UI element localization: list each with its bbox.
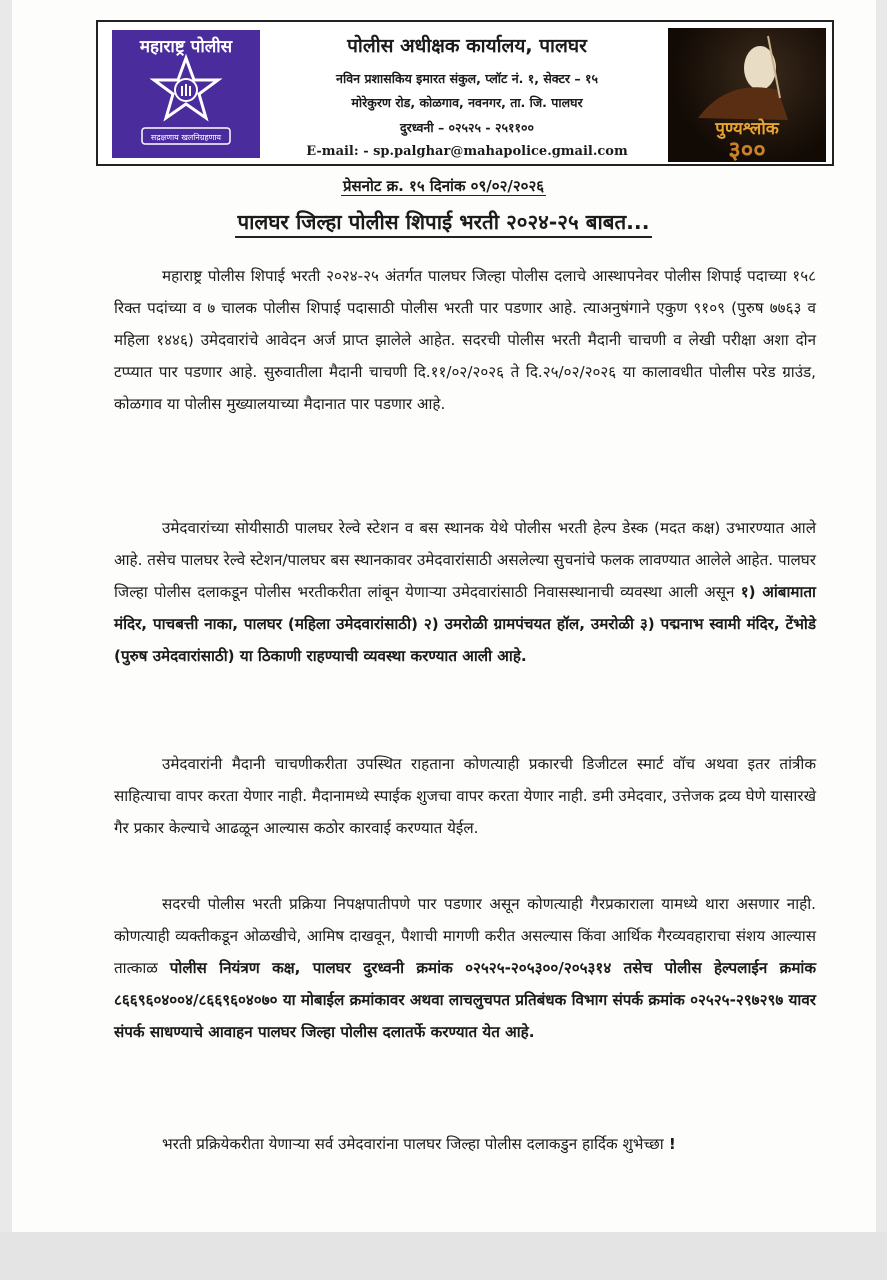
paragraph-5-bold: ! — [663, 1135, 676, 1153]
horse-icon — [698, 87, 788, 120]
letterhead — [96, 20, 834, 166]
paragraph-4 — [114, 888, 816, 1048]
paragraph-2 — [114, 512, 816, 672]
email-address: E-mail: - sp.palghar@mahapolice.gmail.com — [306, 144, 628, 159]
press-note-text: प्रेसनोट क्र. १५ दिनांक ०९/०२/२०२६ — [342, 177, 545, 195]
press-note-line — [0, 176, 887, 196]
logo-title: महाराष्ट्र पोलीस — [139, 37, 233, 57]
subject-text: पालघर जिल्हा पोलीस शिपाई भरती २०२४-२५ बाबत... — [235, 210, 651, 238]
paragraph-4-bold: पोलीस नियंत्रण कक्ष, पालघर दुरध्वनी क्रमांक ०२५२५-२०५३००/२०५३१४ तसेच पोलीस हेल्पलाईन क्रमांक ८६६९६०४००४/८६६९६०४०७० या मोबाईल क्रमांकावर अथवा लाचलुचपत प्रतिबंधक विभाग संपर्क क्रमांक ०२५२५-२९७२९७ यावर संपर्क साधण्याचे आवाहन पालघर जिल्हा पोलीस दलातर्फे करण्यात येत आहे. — [114, 959, 817, 1041]
paragraph-4-text: सदरची पोलीस भरती प्रक्रिया निपक्षपातीपणे पार पडणार असून कोणत्याही गैरप्रकाराला यामध्ये थारा असणार नाही. कोणत्याही व्यक्तीकडून ओळखीचे, आमिष दाखवून, पैशाची मागणी करीत असल्यास किंवा आर्थिक गैरव्यवहाराचा संशय आल्यास तात्काळ — [114, 895, 816, 977]
address-line-1: नविन प्रशासकिय इमारत संकुल, प्लॉट नं. १, सेक्टर – १५ — [336, 71, 598, 86]
address-line-2: मोरेकुरण रोड, कोळगाव, नवनगर, ता. जि. पालघर — [351, 95, 583, 110]
office-title: पोलीस अधीक्षक कार्यालय, पालघर — [347, 35, 587, 57]
paragraph-1: महाराष्ट्र पोलीस शिपाई भरती २०२४-२५ अंतर्गत पालघर जिल्हा पोलीस दलाचे आस्थापनेवर पोलीस शिपाई पदाच्या १५८ रिक्त पदांच्या व ७ चालक पोलीस शिपाई पदासाठी पोलीस भरती पार पडणार आहे. त्याअनुषंगाने एकुण ९१०९ (पुरुष ७७६३ व महिला १४४६) उमेदवारांचे आवेदन अर्ज प्राप्त झालेले आहेत. सदरची पोलीस भरती मैदानी चाचणी व लेखी परीक्षा अशा दोन टप्प्यात पार पडणार आहे. सुरुवातीला मैदानी चाचणी दि.११/०२/२०२६ ते दि.२५/०२/२०२६ या कालावधीत पोलीस परेड ग्राउंड, कोळगाव या पोलीस मुख्यालयाच्या मैदानात पार पडणार आहे. — [114, 267, 816, 413]
paragraph-3: उमेदवारांनी मैदानी चाचणीकरीता उपस्थित राहताना कोणत्याही प्रकारची डिजीटल स्मार्ट वॉच अथवा इतर तांत्रीक साहित्याचा वापर करता येणार नाही. मैदानामध्ये स्पाईक शुजचा वापर करता येणार नाही. डमी उमेदवार, उत्तेजक द्रव्य घेणे यासारखे गैर प्रकार केल्याचे आढळून आल्यास कठोर कारवाई करण्यात येईल. — [114, 755, 816, 837]
paragraph-5 — [114, 1128, 816, 1160]
phone-number: दुरध्वनी – ०२५२५ - २५११०० — [400, 120, 534, 135]
maharashtra-police-logo — [112, 30, 260, 158]
paragraph-5-text: भरती प्रक्रियेकरीता येणाऱ्या सर्व उमेदवारांना पालघर जिल्हा पोलीस दलाकडुन हार्दिक शुभेच्छा — [162, 1135, 664, 1153]
paragraph-2-bold: १) आंबामाता मंदिर, पाचबत्ती नाका, पालघर (महिला उमेदवारांसाठी) २) उमरोळी ग्रामपंचयत हॉल, उमरोळी ३) पद्मनाभ स्वामी मंदिर, टेंभोडे (पुरुष उमेदवारांसाठी) या ठिकाणी राहण्याची व्यवस्था करण्यात आली आहे. — [114, 583, 816, 665]
logo-motto: सद्रक्षणाय खलनिग्रहणाय — [150, 133, 222, 142]
punyashlok-300-emblem — [668, 28, 826, 162]
emblem-text: पुण्यश्लोक — [715, 119, 779, 139]
emblem-number: ३०० — [728, 136, 766, 162]
hand-icon — [182, 84, 190, 96]
subject-heading — [0, 208, 887, 236]
footer-bar — [0, 1232, 887, 1280]
paragraph-2-text: उमेदवारांच्या सोयीसाठी पालघर रेल्वे स्टेशन व बस स्थानक येथे पोलीस भरती हेल्प डेस्क (मदत कक्ष) उभारण्यात आले आहे. तसेच पालघर रेल्वे स्टेशन/पालघर बस स्थानकावर उमेदवारांसाठी असलेल्या सुचनांचे फलक लावण्यात आलेले आहेत. पालघर जिल्हा पोलीस दलाकडून पोलीस भरतीकरीता लांबून येणाऱ्या उमेदवारांसाठी निवासस्थानाची व्यवस्था आली असून — [114, 519, 816, 601]
